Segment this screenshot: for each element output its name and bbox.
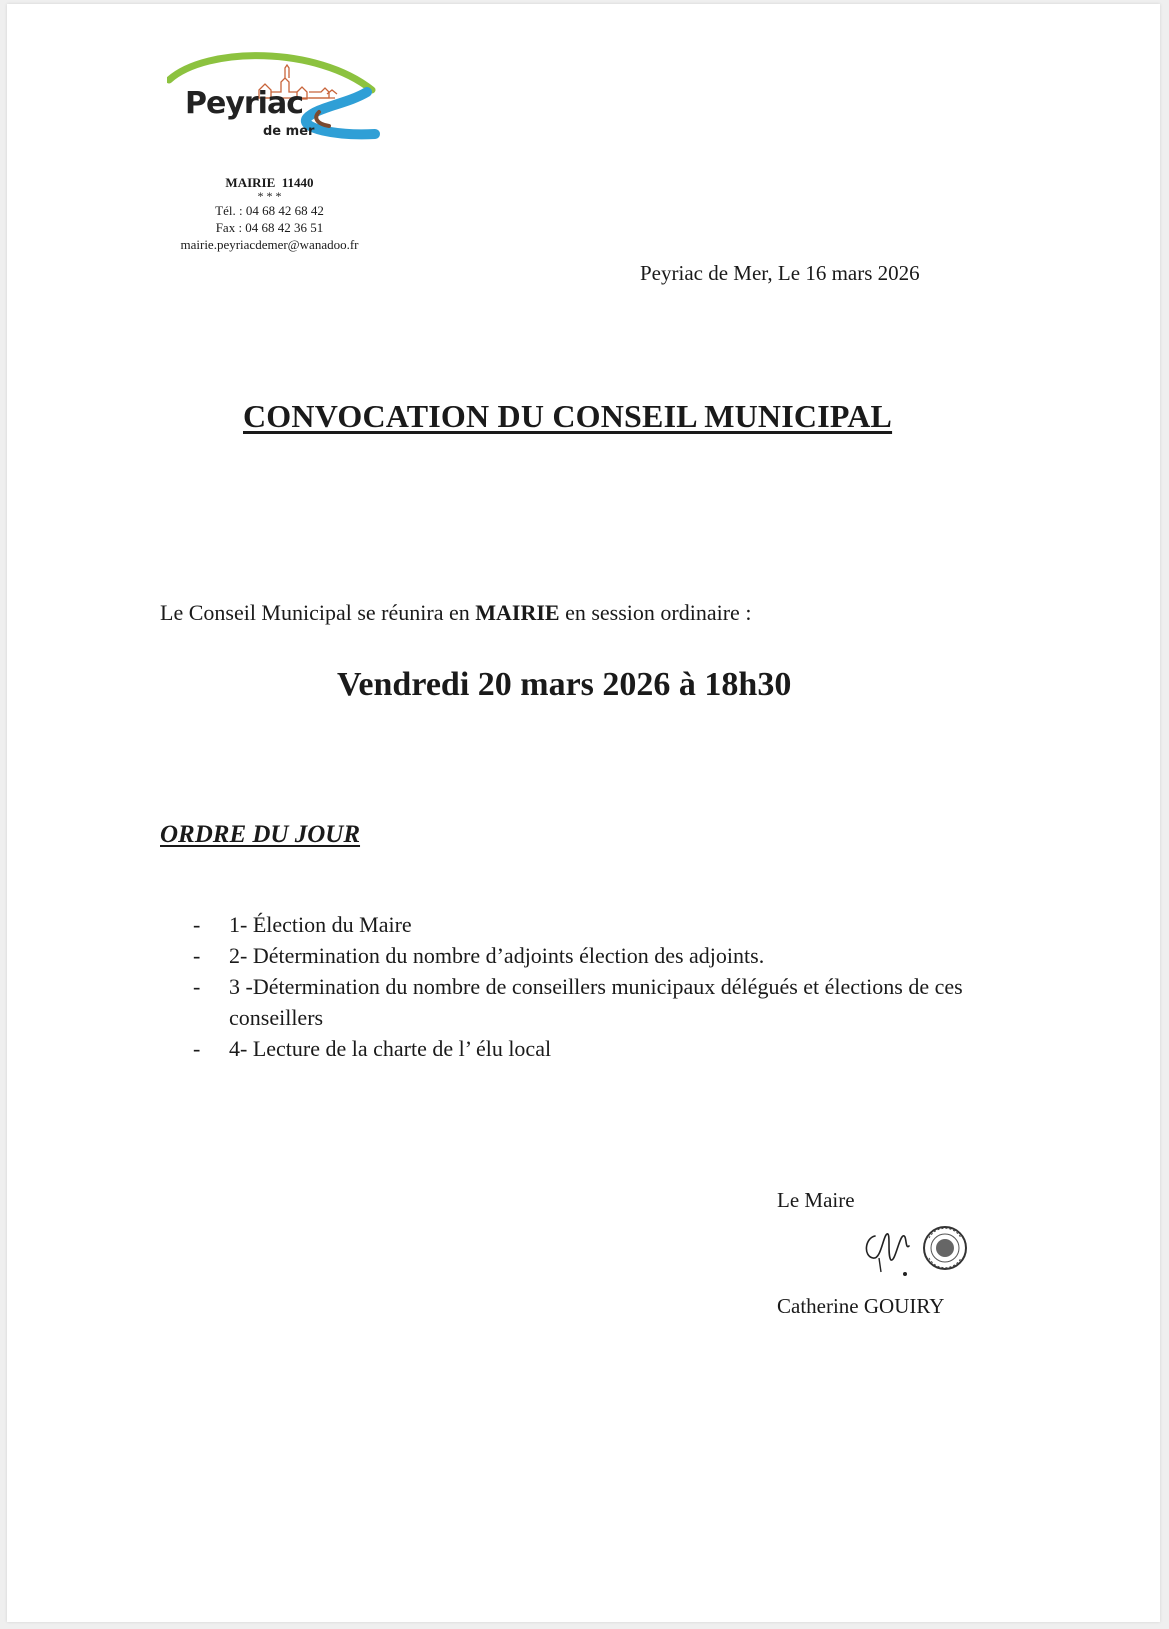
fax: Fax : 04 68 42 36 51	[215, 220, 324, 235]
intro-bold-location: MAIRIE	[475, 600, 560, 625]
bullet-dash: -	[193, 912, 201, 937]
agenda-item	[193, 940, 973, 971]
agenda-item	[193, 971, 973, 1033]
place-and-date: Peyriac de Mer, Le 16 mars 2026	[640, 261, 920, 285]
document-title: CONVOCATION DU CONSEIL MUNICIPAL	[243, 398, 893, 434]
mairie-postcode: 11440	[281, 175, 314, 190]
agenda-item-text: 2- Détermination du nombre d’adjoints élection des adjoints.	[229, 943, 765, 968]
intro-after: en session ordinaire :	[559, 600, 752, 625]
signature-seal-icon	[857, 1216, 977, 1278]
document-page	[7, 4, 1160, 1622]
agenda-item-text: 1- Élection du Maire	[229, 912, 412, 937]
bullet-dash: -	[193, 943, 201, 968]
telephone: Tél. : 04 68 42 68 42	[215, 203, 324, 218]
separator-stars: * * *	[257, 189, 282, 203]
logo-wordmark: Peyriac	[185, 86, 303, 121]
agenda-item	[193, 1033, 973, 1064]
town-hall-contact-block	[152, 174, 387, 253]
peyriac-logo	[167, 52, 387, 152]
bullet-dash: -	[193, 974, 201, 999]
agenda-list	[193, 909, 973, 1064]
intro-sentence	[160, 600, 751, 626]
agenda-item	[193, 909, 973, 940]
email-address: mairie.peyriacdemer@wanadoo.fr	[180, 237, 359, 252]
logo-subtitle: de mer	[263, 124, 315, 139]
signatory-role: Le Maire	[777, 1188, 855, 1212]
agenda-item-text: 3 -Détermination du nombre de conseillers municipaux délégués et élections de ces conseillers	[229, 974, 963, 1030]
agenda-heading: ORDRE DU JOUR	[160, 821, 361, 848]
meeting-date-time: Vendredi 20 mars 2026 à 18h30	[337, 666, 792, 703]
agenda-item-text: 4- Lecture de la charte de l’ élu local	[229, 1036, 552, 1061]
signatory-name: Catherine GOUIRY	[777, 1294, 945, 1318]
intro-before: Le Conseil Municipal se réunira en	[160, 600, 476, 625]
bullet-dash: -	[193, 1036, 201, 1061]
mairie-label: MAIRIE	[225, 175, 276, 190]
